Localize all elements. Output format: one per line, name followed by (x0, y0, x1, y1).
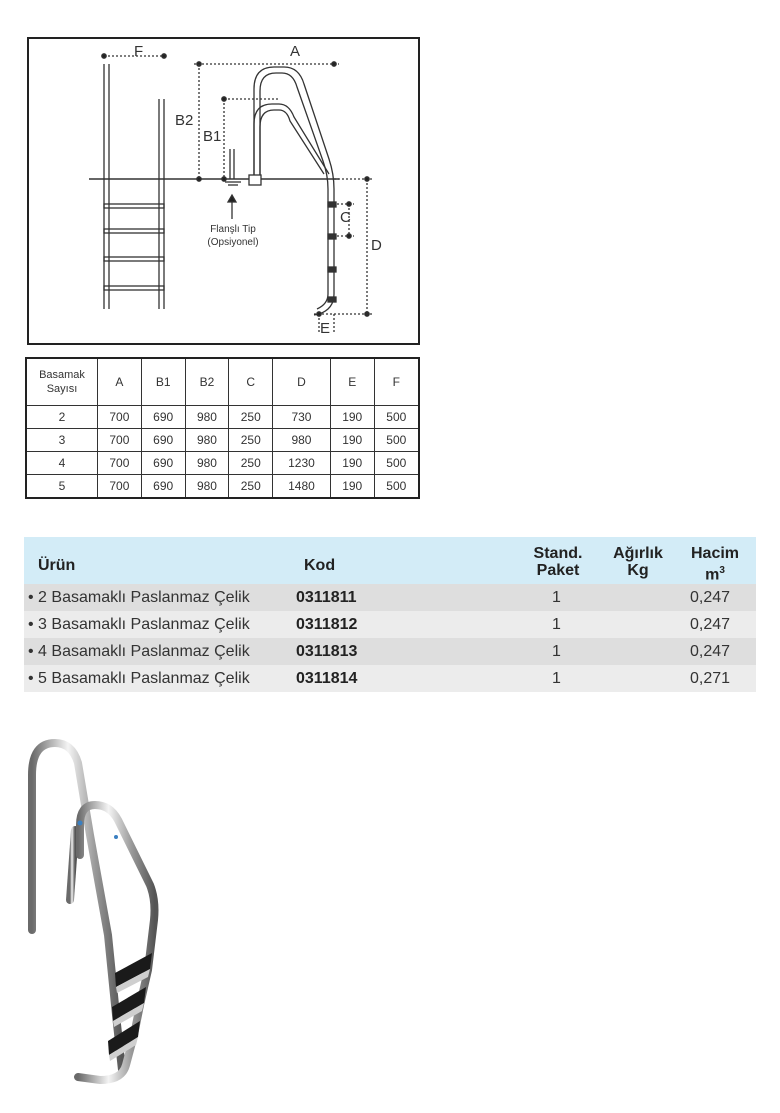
product-pack: 1 (552, 589, 561, 606)
ladder-dimension-diagram (29, 39, 418, 343)
dim-label-d: D (371, 237, 382, 254)
header-volume: Hacim $m^3$ (690, 545, 740, 584)
table-row: 3 700 690 980 250 980 190 500 (26, 429, 419, 452)
technical-drawing (27, 37, 420, 345)
table-row: 5 700 690 980 250 1480 190 500 (26, 475, 419, 499)
table-row: 2 700 690 980 250 730 190 500 (26, 406, 419, 429)
dim-label-f: F (134, 43, 144, 60)
product-code: 0311814 (296, 670, 358, 687)
flange-note-title: Flanşlı Tip (210, 224, 256, 235)
dim-label-b2: B2 (175, 112, 194, 129)
table-row: 4 700 690 980 250 1230 190 500 (26, 452, 419, 475)
dim-label-e: E (320, 320, 331, 337)
product-name: • 2 Basamaklı Paslanmaz Çelik (28, 589, 250, 606)
dim-label-b1: B1 (203, 128, 222, 145)
dim-header: A (98, 358, 142, 406)
product-volume: 0,247 (690, 589, 731, 606)
table-row (24, 665, 756, 692)
dim-header: B2 (185, 358, 229, 406)
product-volume: 0,247 (690, 616, 731, 633)
dim-label-c: C (340, 209, 351, 226)
product-code: 0311813 (296, 643, 358, 660)
table-row (24, 584, 756, 611)
dim-header: C (229, 358, 273, 406)
product-code: 0311812 (296, 616, 358, 633)
dim-header-steps: Basamak Sayısı (26, 358, 98, 406)
product-pack: 1 (552, 643, 561, 660)
product-table-header (24, 537, 756, 584)
dim-header: E (330, 358, 374, 406)
header-pack: Stand. Paket (533, 545, 583, 579)
table-row (24, 638, 756, 665)
product-name: • 3 Basamaklı Paslanmaz Çelik (28, 616, 250, 633)
table-row (24, 611, 756, 638)
product-code: 0311811 (296, 589, 357, 606)
pool-ladder-image (20, 735, 360, 1095)
dim-header: B1 (141, 358, 185, 406)
product-pack: 1 (552, 670, 561, 687)
product-table (24, 537, 756, 692)
dimension-table (25, 357, 420, 499)
product-name: • 4 Basamaklı Paslanmaz Çelik (28, 643, 250, 660)
product-volume: 0,271 (690, 670, 731, 687)
flange-note-optional: (Opsiyonel) (207, 237, 259, 248)
header-product: Ürün (38, 557, 76, 574)
header-code: Kod (304, 557, 336, 574)
dim-header: F (374, 358, 419, 406)
product-name: • 5 Basamaklı Paslanmaz Çelik (28, 670, 250, 687)
product-pack: 1 (552, 616, 561, 633)
dim-label-a: A (290, 43, 301, 60)
product-photo (20, 735, 360, 1095)
dim-header: D (273, 358, 331, 406)
product-volume: 0,247 (690, 643, 731, 660)
flange-note (197, 223, 269, 249)
header-weight: Ağırlık Kg (613, 545, 663, 579)
